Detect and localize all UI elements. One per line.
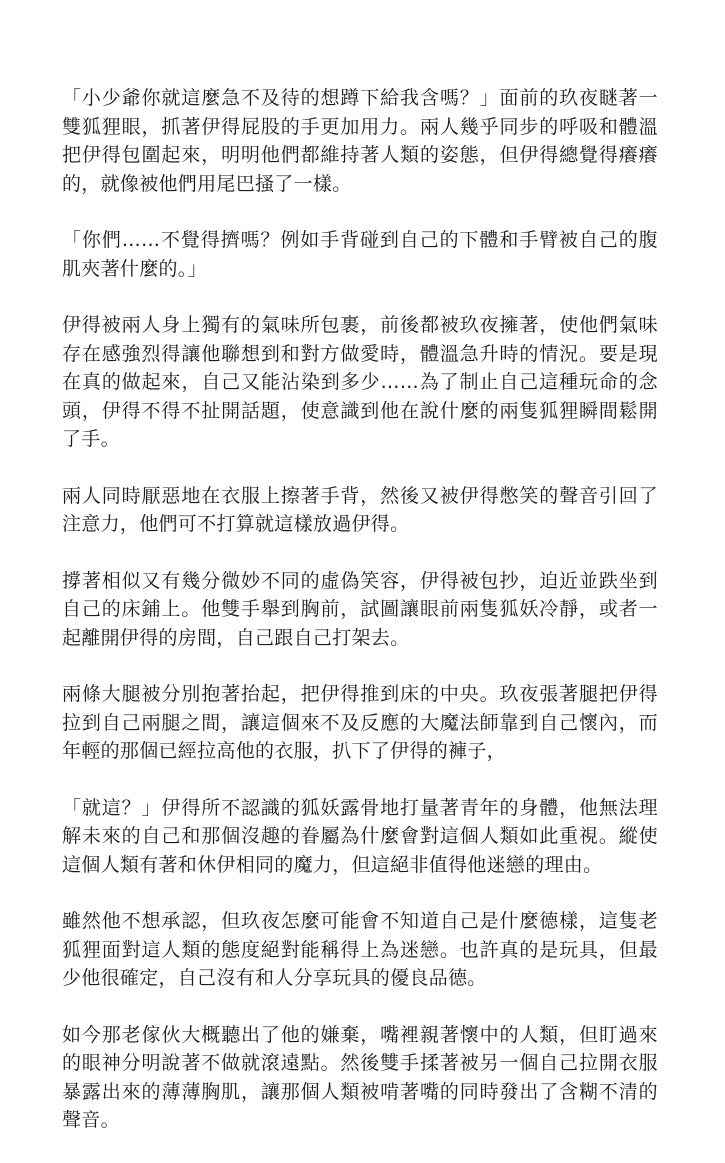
paragraph: 雖然他不想承認，但玖夜怎麼可能會不知道自己是什麼德樣，這隻老狐狸面對這人類的態度絕對能稱得上為迷戀。也許真的是玩具，但最少他很確定，自己沒有和人分享玩具的優良品德。	[62, 910, 658, 989]
paragraph: 如今那老傢伙大概聽出了他的嫌棄，嘴裡親著懷中的人類，但盯過來的眼神分明說著不做就滾遠點。然後雙手揉著被另一個自己拉開衣服暴露出來的薄薄胸肌，讓那個人類被啃著嘴的同時發出了含糊不清的聲音。	[62, 1023, 658, 1131]
paragraph: 伊得被兩人身上獨有的氣味所包裹，前後都被玖夜擁著，使他們氣味存在感強烈得讓他聯想到和對方做愛時，體溫急升時的情況。要是現在真的做起來，自己又能沾染到多少……為了制止自己這種玩命的念頭，伊得不得不扯開話題，使意識到他在說什麼的兩隻狐狸瞬間鬆開了手。	[62, 314, 658, 450]
paragraph: 兩人同時厭惡地在衣服上擦著手背，然後又被伊得憋笑的聲音引回了注意力，他們可不打算就這樣放過伊得。	[62, 484, 658, 535]
paragraph: 撐著相似又有幾分微妙不同的虛偽笑容，伊得被包抄，迫近並跌坐到自己的床鋪上。他雙手舉到胸前，試圖讓眼前兩隻狐妖冷靜，或者一起離開伊得的房間，自己跟自己打架去。	[62, 569, 658, 649]
paragraph: 「小少爺你就這麼急不及待的想蹲下給我含嗎？」面前的玖夜瞇著一雙狐狸眼，抓著伊得屁股的手更加用力。兩人幾乎同步的呼吸和體溫把伊得包圍起來，明明他們都維持著人類的姿態，但伊得總覺得癢癢的，就像被他們用尾巴搔了一樣。	[62, 87, 658, 195]
paragraph: 「就這？」伊得所不認識的狐妖露骨地打量著青年的身體，他無法理解未來的自己和那個沒趣的眷屬為什麼會對這個人類如此重視。縱使這個人類有著和休伊相同的魔力，但這絕非值得他迷戀的理由。	[62, 796, 658, 876]
paragraph: 「你們……不覺得擠嗎？例如手背碰到自己的下體和手臂被自己的腹肌夾著什麼的。」	[62, 229, 658, 280]
document-body	[62, 84, 658, 1163]
paragraph: 兩條大腿被分別抱著抬起，把伊得推到床的中央。玖夜張著腿把伊得拉到自己兩腿之間，讓這個來不及反應的大魔法師靠到自己懷內，而年輕的那個已經拉高他的衣服，扒下了伊得的褲子，	[62, 683, 658, 762]
